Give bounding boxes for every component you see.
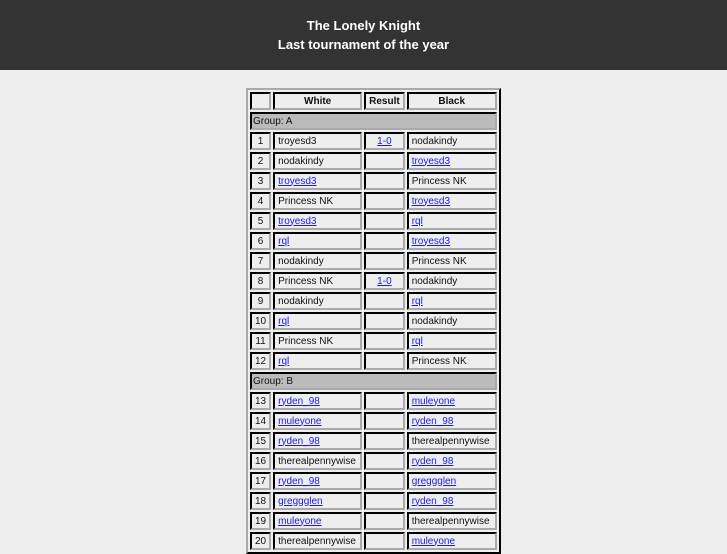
black-player-cell (407, 272, 497, 290)
black-player-cell (407, 392, 497, 410)
pairings-container (246, 88, 501, 554)
white-player-link[interactable]: ryden_98 (278, 395, 320, 407)
white-player-link[interactable]: rql (278, 355, 290, 367)
black-player-name: therealpennywise (411, 515, 490, 527)
game-number: 7 (250, 252, 271, 270)
result-cell (364, 492, 405, 510)
white-player-cell (273, 412, 362, 430)
table-row (250, 232, 497, 250)
table-row (250, 272, 497, 290)
black-player-cell (407, 492, 497, 510)
column-header-number (250, 92, 271, 110)
table-row (250, 192, 497, 210)
white-player-cell (273, 452, 362, 470)
black-player-cell (407, 192, 497, 210)
black-player-link[interactable]: rql (411, 215, 423, 227)
black-player-link[interactable]: greggglen (411, 475, 457, 487)
black-player-cell (407, 292, 497, 310)
table-row (250, 392, 497, 410)
result-link[interactable]: 1-0 (377, 135, 392, 147)
game-number: 12 (250, 352, 271, 370)
game-number: 6 (250, 232, 271, 250)
black-player-link[interactable]: ryden_98 (411, 455, 454, 467)
game-number: 9 (250, 292, 271, 310)
black-player-link[interactable]: troyesd3 (411, 195, 451, 207)
white-player-name: troyesd3 (278, 135, 317, 147)
table-row (250, 532, 497, 550)
white-player-link[interactable]: muleyone (278, 415, 322, 427)
white-player-cell (273, 272, 362, 290)
column-header-black: Black (407, 92, 497, 110)
result-cell (364, 512, 405, 530)
result-cell (364, 192, 405, 210)
black-player-name: nodakindy (411, 275, 458, 287)
white-player-name: therealpennywise (278, 535, 356, 547)
game-number: 4 (250, 192, 271, 210)
white-player-cell (273, 492, 362, 510)
black-player-link[interactable]: troyesd3 (411, 235, 451, 247)
result-cell (364, 412, 405, 430)
black-player-name: Princess NK (411, 355, 467, 367)
tournament-title: The Lonely Knight (306, 18, 421, 33)
result-cell (364, 452, 405, 470)
black-player-cell (407, 152, 497, 170)
tournament-subtitle: Last tournament of the year (277, 37, 450, 52)
result-cell (364, 532, 405, 550)
game-number: 15 (250, 432, 271, 450)
table-row (250, 352, 497, 370)
black-player-cell (407, 232, 497, 250)
white-player-cell (273, 392, 362, 410)
white-player-cell (273, 132, 362, 150)
white-player-cell (273, 152, 362, 170)
white-player-cell (273, 332, 362, 350)
black-player-name: nodakindy (411, 315, 458, 327)
black-player-cell (407, 252, 497, 270)
black-player-cell (407, 532, 497, 550)
black-player-cell (407, 352, 497, 370)
result-link[interactable]: 1-0 (377, 275, 392, 287)
table-row (250, 332, 497, 350)
black-player-link[interactable]: rql (411, 295, 423, 307)
game-number: 20 (250, 532, 271, 550)
game-number: 17 (250, 472, 271, 490)
result-cell (364, 312, 405, 330)
black-player-cell (407, 432, 497, 450)
black-player-link[interactable]: troyesd3 (411, 155, 451, 167)
black-player-name: Princess NK (411, 175, 467, 187)
table-header-row (250, 92, 497, 110)
white-player-link[interactable]: rql (278, 315, 290, 327)
table-row (250, 292, 497, 310)
black-player-link[interactable]: ryden_98 (411, 415, 454, 427)
result-cell (364, 472, 405, 490)
column-header-result: Result (364, 92, 405, 110)
white-player-link[interactable]: ryden_98 (278, 435, 320, 447)
white-player-name: Princess NK (278, 195, 334, 207)
table-row (250, 452, 497, 470)
white-player-link[interactable]: troyesd3 (278, 215, 317, 227)
white-player-link[interactable]: greggglen (278, 495, 323, 507)
white-player-name: nodakindy (278, 255, 324, 267)
table-row (250, 412, 497, 430)
page-header (0, 0, 727, 70)
black-player-cell (407, 452, 497, 470)
group-row (250, 372, 497, 390)
white-player-link[interactable]: rql (278, 235, 290, 247)
black-player-cell (407, 412, 497, 430)
black-player-name: therealpennywise (411, 435, 490, 447)
table-row (250, 172, 497, 190)
white-player-name: Princess NK (278, 275, 334, 287)
white-player-cell (273, 212, 362, 230)
result-cell (364, 232, 405, 250)
black-player-link[interactable]: muleyone (411, 395, 456, 407)
white-player-name: Princess NK (278, 335, 334, 347)
white-player-cell (273, 192, 362, 210)
result-cell (364, 332, 405, 350)
black-player-cell (407, 132, 497, 150)
table-row (250, 312, 497, 330)
result-cell (364, 252, 405, 270)
game-number: 3 (250, 172, 271, 190)
pairings-table (246, 88, 501, 554)
white-player-link[interactable]: ryden_98 (278, 475, 320, 487)
white-player-cell (273, 432, 362, 450)
result-cell (364, 392, 405, 410)
white-player-link[interactable]: troyesd3 (278, 175, 317, 187)
result-cell (364, 292, 405, 310)
result-cell (364, 132, 405, 150)
game-number: 16 (250, 452, 271, 470)
black-player-link[interactable]: muleyone (411, 535, 456, 547)
game-number: 5 (250, 212, 271, 230)
white-player-cell (273, 252, 362, 270)
result-cell (364, 272, 405, 290)
black-player-link[interactable]: ryden_98 (411, 495, 454, 507)
black-player-cell (407, 512, 497, 530)
table-row (250, 512, 497, 530)
game-number: 19 (250, 512, 271, 530)
white-player-link[interactable]: muleyone (278, 515, 322, 527)
white-player-cell (273, 532, 362, 550)
white-player-cell (273, 472, 362, 490)
result-cell (364, 212, 405, 230)
table-row (250, 472, 497, 490)
game-number: 11 (250, 332, 271, 350)
black-player-link[interactable]: rql (411, 335, 423, 347)
game-number: 8 (250, 272, 271, 290)
table-row (250, 252, 497, 270)
black-player-cell (407, 172, 497, 190)
group-label: Group: B (250, 372, 497, 390)
group-label: Group: A (250, 112, 497, 130)
black-player-cell (407, 212, 497, 230)
white-player-cell (273, 512, 362, 530)
white-player-name: nodakindy (278, 155, 324, 167)
pairings-body (250, 112, 497, 550)
game-number: 14 (250, 412, 271, 430)
white-player-name: therealpennywise (278, 455, 356, 467)
table-row (250, 132, 497, 150)
black-player-cell (407, 332, 497, 350)
game-number: 13 (250, 392, 271, 410)
table-row (250, 212, 497, 230)
white-player-cell (273, 352, 362, 370)
black-player-name: nodakindy (411, 135, 458, 147)
game-number: 10 (250, 312, 271, 330)
column-header-white: White (273, 92, 362, 110)
table-row (250, 432, 497, 450)
table-row (250, 152, 497, 170)
result-cell (364, 352, 405, 370)
game-number: 2 (250, 152, 271, 170)
black-player-name: Princess NK (411, 255, 467, 267)
game-number: 1 (250, 132, 271, 150)
group-row (250, 112, 497, 130)
table-row (250, 492, 497, 510)
white-player-cell (273, 292, 362, 310)
white-player-cell (273, 312, 362, 330)
white-player-cell (273, 232, 362, 250)
white-player-cell (273, 172, 362, 190)
black-player-cell (407, 472, 497, 490)
result-cell (364, 172, 405, 190)
black-player-cell (407, 312, 497, 330)
result-cell (364, 152, 405, 170)
result-cell (364, 432, 405, 450)
white-player-name: nodakindy (278, 295, 324, 307)
game-number: 18 (250, 492, 271, 510)
